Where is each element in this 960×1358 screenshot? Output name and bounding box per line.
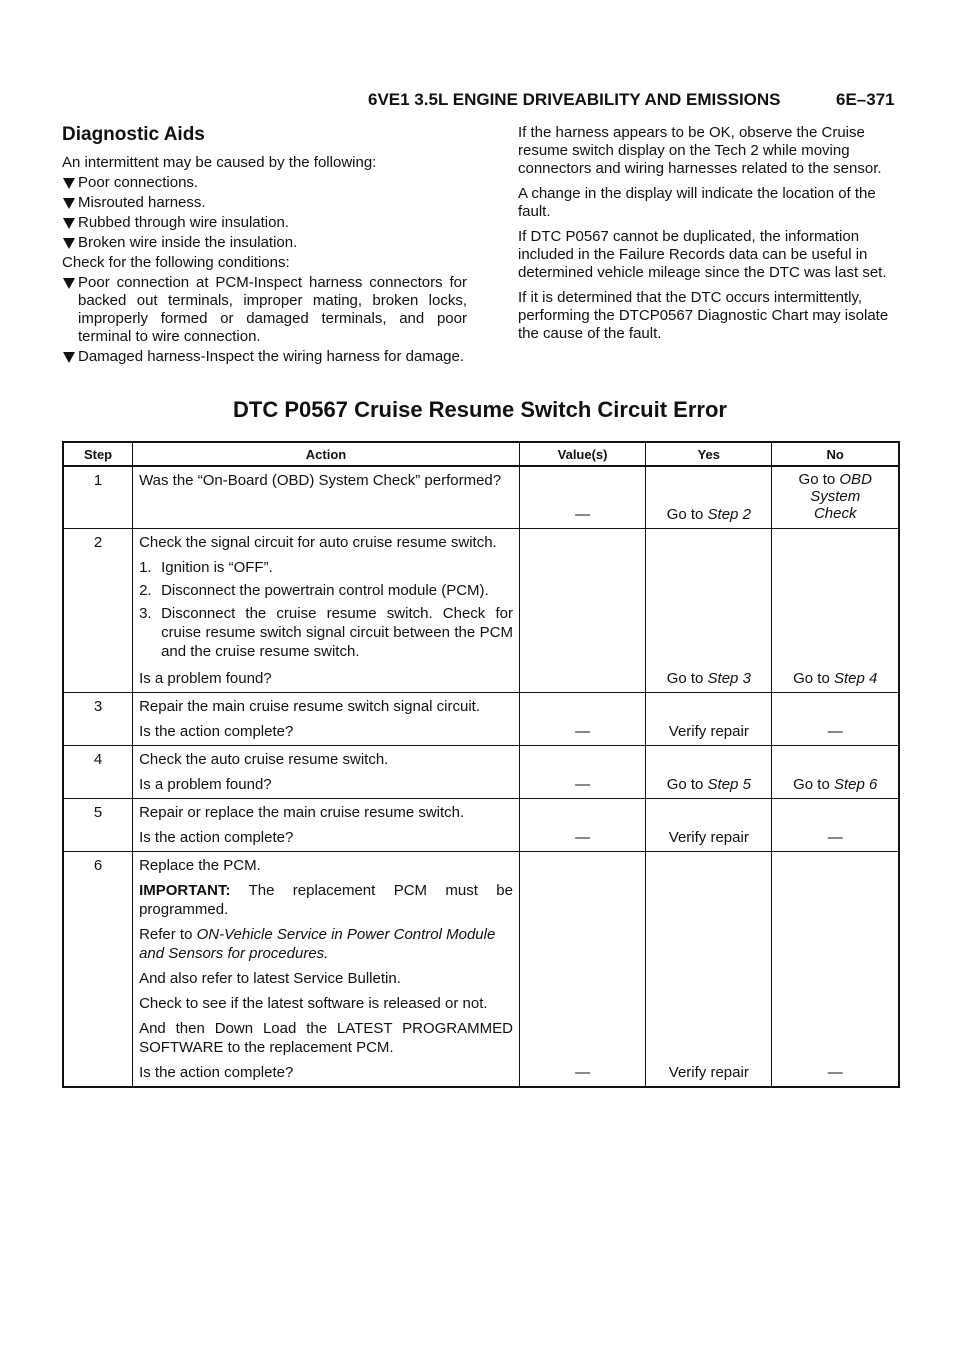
header-step: Step (63, 442, 133, 466)
page-number: 6E–371 (836, 90, 895, 109)
action-cell: Repair the main cruise resume switch signal circuit. Is the action complete? (133, 692, 520, 745)
header-no: No (772, 442, 899, 466)
value-cell: — (519, 466, 645, 528)
no-cell: Go to OBD System Check (772, 466, 899, 528)
no-cell: Go to Step 4 (772, 528, 899, 692)
section-title: 6VE1 3.5L ENGINE DRIVEABILITY AND EMISSIONS (368, 90, 781, 109)
triangle-bullet-icon (63, 352, 75, 363)
table-header-row (63, 442, 899, 466)
action-cell: Was the “On-Board (OBD) System Check” performed? (133, 466, 520, 528)
yes-cell: Go to Step 5 (646, 745, 772, 798)
triangle-bullet-icon (63, 178, 75, 189)
table-row (63, 466, 899, 528)
yes-cell: Verify repair (646, 692, 772, 745)
no-cell: — (772, 692, 899, 745)
action-cell: Repair or replace the main cruise resume switch. Is the action complete? (133, 798, 520, 851)
header-yes: Yes (646, 442, 772, 466)
cause-item: Broken wire inside the insulation. (62, 234, 467, 252)
condition-item: Damaged harness-Inspect the wiring harness for damage. (62, 348, 467, 366)
table-row (63, 528, 899, 692)
intro-text: An intermittent may be caused by the following: (62, 154, 377, 171)
numbered-item: 3. Disconnect the cruise resume switch. Check for cruise resume switch signal circuit between the PCM and the cruise resume switch. (139, 604, 513, 660)
table-row (63, 745, 899, 798)
no-cell: Go to Step 6 (772, 745, 899, 798)
cause-item: Misrouted harness. (62, 194, 467, 212)
numbered-item: 1. Ignition is “OFF”. (139, 558, 273, 576)
triangle-bullet-icon (63, 198, 75, 209)
check-intro-text: Check for the following conditions: (62, 254, 290, 271)
value-cell: — (519, 745, 645, 798)
step-number: 3 (63, 692, 133, 745)
table-row (63, 798, 899, 851)
step-number: 4 (63, 745, 133, 798)
yes-cell: Verify repair (646, 798, 772, 851)
header-action: Action (133, 442, 520, 466)
yes-cell: Go to Step 3 (646, 528, 772, 692)
paragraph: If the harness appears to be OK, observe the Cruise resume switch display on the Tech 2 while moving connectors and wiring harnesses related to the sensor. (518, 124, 882, 177)
value-cell (519, 528, 645, 692)
triangle-bullet-icon (63, 238, 75, 249)
action-cell: Check the auto cruise resume switch. Is a problem found? (133, 745, 520, 798)
diagnostic-table (62, 441, 900, 1088)
paragraph: A change in the display will indicate the location of the fault. (518, 185, 876, 220)
value-cell: — (519, 798, 645, 851)
action-cell: Check the signal circuit for auto cruise resume switch. 1. Ignition is “OFF”. 2. Disconnect the powertrain control module (PCM). 3. Disconnect the cruise resume switch. Check for cruise resume switch signal circuit between the PCM and the cruise resume switch. Is a problem found? (133, 528, 520, 692)
diagnostic-aids-left-column (62, 124, 467, 368)
step-number: 1 (63, 466, 133, 528)
header-values: Value(s) (519, 442, 645, 466)
no-cell: — (772, 851, 899, 1087)
page-header (0, 88, 960, 114)
diagnostic-aids-heading: Diagnostic Aids (62, 124, 205, 145)
dtc-title: DTC P0567 Cruise Resume Switch Circuit Error (233, 397, 727, 422)
cause-item: Rubbed through wire insulation. (62, 214, 467, 232)
cause-item: Poor connections. (62, 174, 467, 192)
paragraph: If it is determined that the DTC occurs intermittently, performing the DTCP0567 Diagnostic Chart may isolate the cause of the fault. (518, 289, 889, 342)
value-cell: — (519, 851, 645, 1087)
step-number: 2 (63, 528, 133, 692)
triangle-bullet-icon (63, 278, 75, 289)
numbered-item: 2. Disconnect the powertrain control module (PCM). (139, 581, 489, 599)
step-number: 6 (63, 851, 133, 1087)
table-row (63, 851, 899, 1087)
table-row (63, 692, 899, 745)
no-cell: — (772, 798, 899, 851)
yes-cell: Go to Step 2 (646, 466, 772, 528)
diagnostic-aids-right-column (518, 124, 908, 350)
important-note: IMPORTANT: The replacement PCM must be programmed. (139, 881, 513, 918)
yes-cell: Verify repair (646, 851, 772, 1087)
condition-item: Poor connection at PCM-Inspect harness connectors for backed out terminals, improper mating, broken locks, improperly formed or damaged terminals, and poor terminal to wire connection. (62, 274, 467, 346)
step-number: 5 (63, 798, 133, 851)
triangle-bullet-icon (63, 218, 75, 229)
action-cell: Replace the PCM. IMPORTANT: The replacement PCM must be programmed. Refer to ON-Vehicle Service in Power Control Module and Sensors for procedures. And also refer to latest Service Bulletin. Check to see if the latest software is released or not. And then Down Load the LATEST PROGRAMMED SOFTWARE to the replacement PCM. Is the action complete? (133, 851, 520, 1087)
refer-note: Refer to ON-Vehicle Service in Power Control Module and Sensors for procedures. (139, 925, 496, 962)
value-cell: — (519, 692, 645, 745)
paragraph: If DTC P0567 cannot be duplicated, the information included in the Failure Records data can be useful in determined vehicle mileage since the DTC was last set. (518, 228, 887, 281)
